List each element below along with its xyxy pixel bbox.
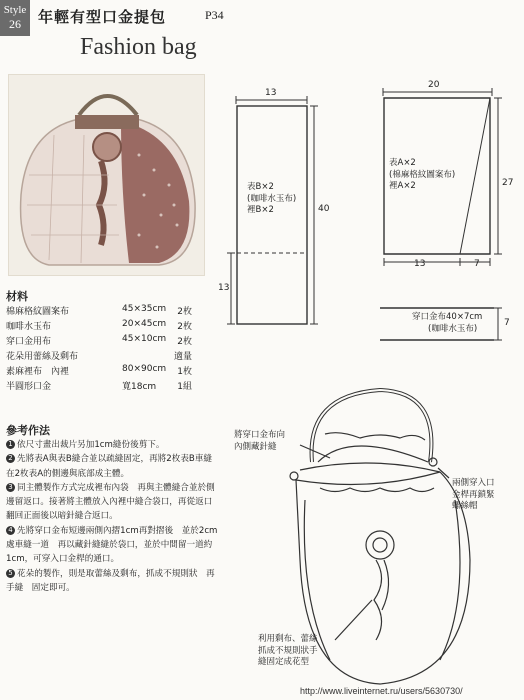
material-size: 20×45cm (122, 319, 167, 329)
step-number: 4 (6, 526, 15, 535)
material-name: 穿口金用布 (6, 337, 52, 347)
material-count: 1組 (177, 382, 192, 392)
note-top-left (234, 430, 285, 453)
step-text: 依尺寸畫出裁片另加1cm縫份後剪下。 (17, 440, 165, 450)
steps-title: 參考作法 (6, 424, 50, 437)
step-text: 花朵的製作，則是取蕾絲及剩布，抓成不規則狀 再手縫 固定即可。 (6, 568, 215, 593)
note-right (452, 478, 495, 513)
watermark-url: http://www.liveinternet.ru/users/5630730/ (300, 686, 463, 696)
material-name: 棉麻格紋圖案布 (6, 307, 70, 317)
style-label: Style (3, 4, 27, 16)
pattern-b-label-3: 裡B×2 (247, 205, 274, 215)
page-reference: P34 (205, 8, 224, 22)
note-text: 螺絲帽 (452, 501, 478, 511)
note-text: 抓成不規則狀手 (258, 645, 318, 656)
material-name: 花朵用蕾絲及剩布 (6, 352, 79, 362)
material-size: 寬18cm (122, 382, 157, 392)
pattern-a-label-1: 表A×2 (389, 158, 416, 168)
material-name: 咖啡水玉布 (6, 322, 52, 332)
material-name: 半圓形口金 (6, 382, 52, 392)
pattern-a-label (389, 158, 455, 193)
pattern-b-label-1: 表B×2 (247, 182, 274, 192)
pattern-b-lower: 13 (218, 283, 230, 293)
material-count: 1枚 (177, 367, 192, 377)
material-count: 2枚 (177, 307, 192, 317)
note-bottom (258, 634, 318, 669)
pattern-b-label (247, 182, 296, 217)
pattern-a-slant (460, 98, 490, 254)
step-text: 先將穿口金布短邊兩側內摺1cm再對摺後 並於2cm處車縫一道 再以藏針縫縫於袋口，並於中間留一道約1cm，可穿入口金桿的通口。 (6, 525, 218, 565)
pattern-a-height: 27 (502, 178, 514, 188)
pattern-b-height: 40 (318, 204, 330, 214)
pattern-a-bottom-2: 7 (474, 259, 480, 269)
strip-label (412, 312, 482, 335)
strip-label-2: (咖啡水玉布) (428, 323, 478, 334)
strip-height: 7 (504, 318, 510, 328)
step-text: 先將表A與表B縫合並以疏縫固定，再將2枚表B車縫在2枚表A的側邊與底部成主體。 (6, 454, 213, 479)
style-number: 26 (9, 17, 21, 31)
material-size: 45×35cm (122, 304, 167, 314)
materials-title: 材料 (6, 290, 28, 303)
pattern-a-bottom-1: 13 (414, 259, 426, 269)
page-title: 年輕有型口金提包 (38, 8, 167, 26)
material-count: 2枚 (177, 322, 192, 332)
step-text: 同主體製作方式完成裡布內袋 再與主體縫合並於側邊留返口。接著將主體放入內裡中縫合袋口，再從返口翻回正面後以暗針縫合返口。 (6, 482, 215, 522)
note-text: 利用剩布、蕾絲 (258, 634, 318, 644)
step-number: 3 (6, 483, 15, 492)
material-count: 適量 (173, 352, 192, 362)
note-text: 兩側穿入口 (452, 478, 495, 488)
english-title: Fashion bag (80, 34, 197, 60)
material-size: 45×10cm (122, 334, 167, 344)
note-text: 內側藏針縫 (234, 441, 277, 452)
note-text: 金桿再鎖緊 (452, 489, 495, 500)
pattern-a-label-2: (棉麻格紋圖案布) (389, 169, 456, 180)
pattern-b-label-2: (咖啡水玉布) (247, 193, 297, 204)
material-count: 2枚 (177, 337, 192, 347)
step-number: 1 (6, 440, 15, 449)
note-text: 縫固定成花型 (258, 657, 310, 667)
step-number: 2 (6, 454, 15, 463)
pattern-b-width: 13 (265, 88, 277, 98)
pattern-a-width: 20 (428, 80, 440, 90)
step-number: 5 (6, 569, 15, 578)
material-name: 素麻裡布 內裡 (6, 367, 70, 377)
material-size: 80×90cm (122, 364, 167, 374)
pattern-a-label-3: 裡A×2 (389, 181, 416, 191)
strip-label-1: 穿口金布40×7cm (412, 312, 483, 322)
note-text: 將穿口金布向 (234, 430, 286, 440)
